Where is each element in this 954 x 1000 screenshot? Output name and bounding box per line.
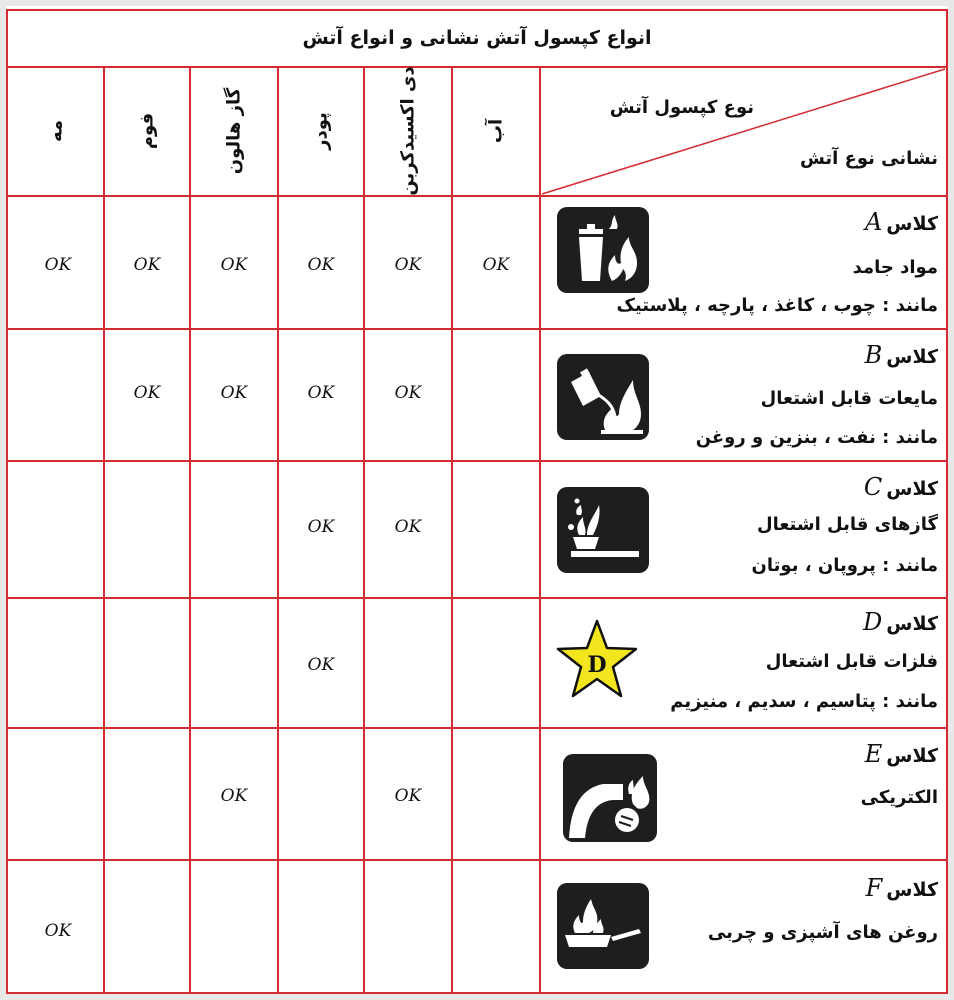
class-b-title <box>865 341 938 369</box>
ok-mark: OK <box>133 255 161 275</box>
class-d-example: مانند : پتاسیم ، سدیم ، منیزیم <box>670 691 938 712</box>
col-header-halon: گاز هالون <box>223 87 245 175</box>
class-a-letter: A <box>864 208 883 236</box>
header-fire-type: نشانی نوع آتش <box>799 148 938 169</box>
header-extinguisher-type: نوع کپسول آتش <box>609 97 754 118</box>
col-header-co2: دی اکسیدکربن <box>397 66 419 196</box>
star-d-letter: D <box>587 652 607 678</box>
ok-mark: OK <box>133 383 161 403</box>
class-e-letter: E <box>864 740 883 768</box>
ok-mark: OK <box>220 786 248 806</box>
class-e-title <box>865 740 938 768</box>
gas-fire-icon <box>557 487 649 573</box>
ok-mark: OK <box>394 255 422 275</box>
class-f-title <box>866 874 938 902</box>
ok-mark: OK <box>307 517 335 537</box>
ok-mark: OK <box>44 921 72 941</box>
class-d-title <box>863 608 938 636</box>
class-f-name: روغن های آشپزی و چربی <box>707 922 938 943</box>
ok-mark: OK <box>307 655 335 675</box>
class-c-example: مانند : پروپان ، بوتان <box>751 555 938 576</box>
class-f-letter: F <box>865 874 883 902</box>
class-d-name: فلزات قابل اشتعال <box>765 651 938 672</box>
header-diagonal <box>542 69 945 194</box>
ok-mark: OK <box>307 255 335 275</box>
class-e-prefix: کلاس <box>886 745 938 767</box>
electric-plug-fire-icon <box>563 754 657 842</box>
ok-mark: OK <box>220 383 248 403</box>
col-header-water: آب <box>485 118 507 144</box>
ok-mark: OK <box>44 255 72 275</box>
class-b-example: مانند : نفت ، بنزین و روغن <box>695 427 938 448</box>
class-a-title <box>865 208 938 236</box>
ok-mark: OK <box>482 255 510 275</box>
cooking-pan-fire-icon <box>557 883 649 969</box>
class-c-letter: C <box>863 473 883 501</box>
class-b-prefix: کلاس <box>886 346 938 368</box>
class-b-letter: B <box>864 341 883 369</box>
class-f-prefix: کلاس <box>886 879 938 901</box>
class-c-name: گازهای قابل اشتعال <box>757 514 938 535</box>
table-title: انواع کپسول آتش نشانی و انواع آتش <box>302 27 652 49</box>
class-a-name: مواد جامد <box>852 257 938 278</box>
liquid-fire-icon <box>557 354 649 440</box>
ok-mark: OK <box>220 255 248 275</box>
col-header-foam: فوم <box>136 112 158 150</box>
class-d-letter: D <box>863 608 883 636</box>
ok-mark: OK <box>394 383 422 403</box>
ok-mark: OK <box>394 517 422 537</box>
star-d-icon <box>555 618 639 700</box>
class-d-prefix: کلاس <box>886 613 938 635</box>
class-a-example: مانند : چوب ، کاغذ ، پارچه ، پلاستیک <box>616 295 938 316</box>
trash-fire-icon <box>557 207 649 293</box>
ok-mark: OK <box>307 383 335 403</box>
class-b-name: مایعات قابل اشتعال <box>760 388 938 409</box>
class-e-name: الکتریکی <box>860 787 938 808</box>
class-c-prefix: کلاس <box>886 478 938 500</box>
class-c-title <box>864 473 938 501</box>
ok-mark: OK <box>394 786 422 806</box>
col-header-powder: پودر <box>310 112 332 150</box>
col-header-mist: مه <box>45 119 67 143</box>
class-a-prefix: کلاس <box>886 213 938 235</box>
